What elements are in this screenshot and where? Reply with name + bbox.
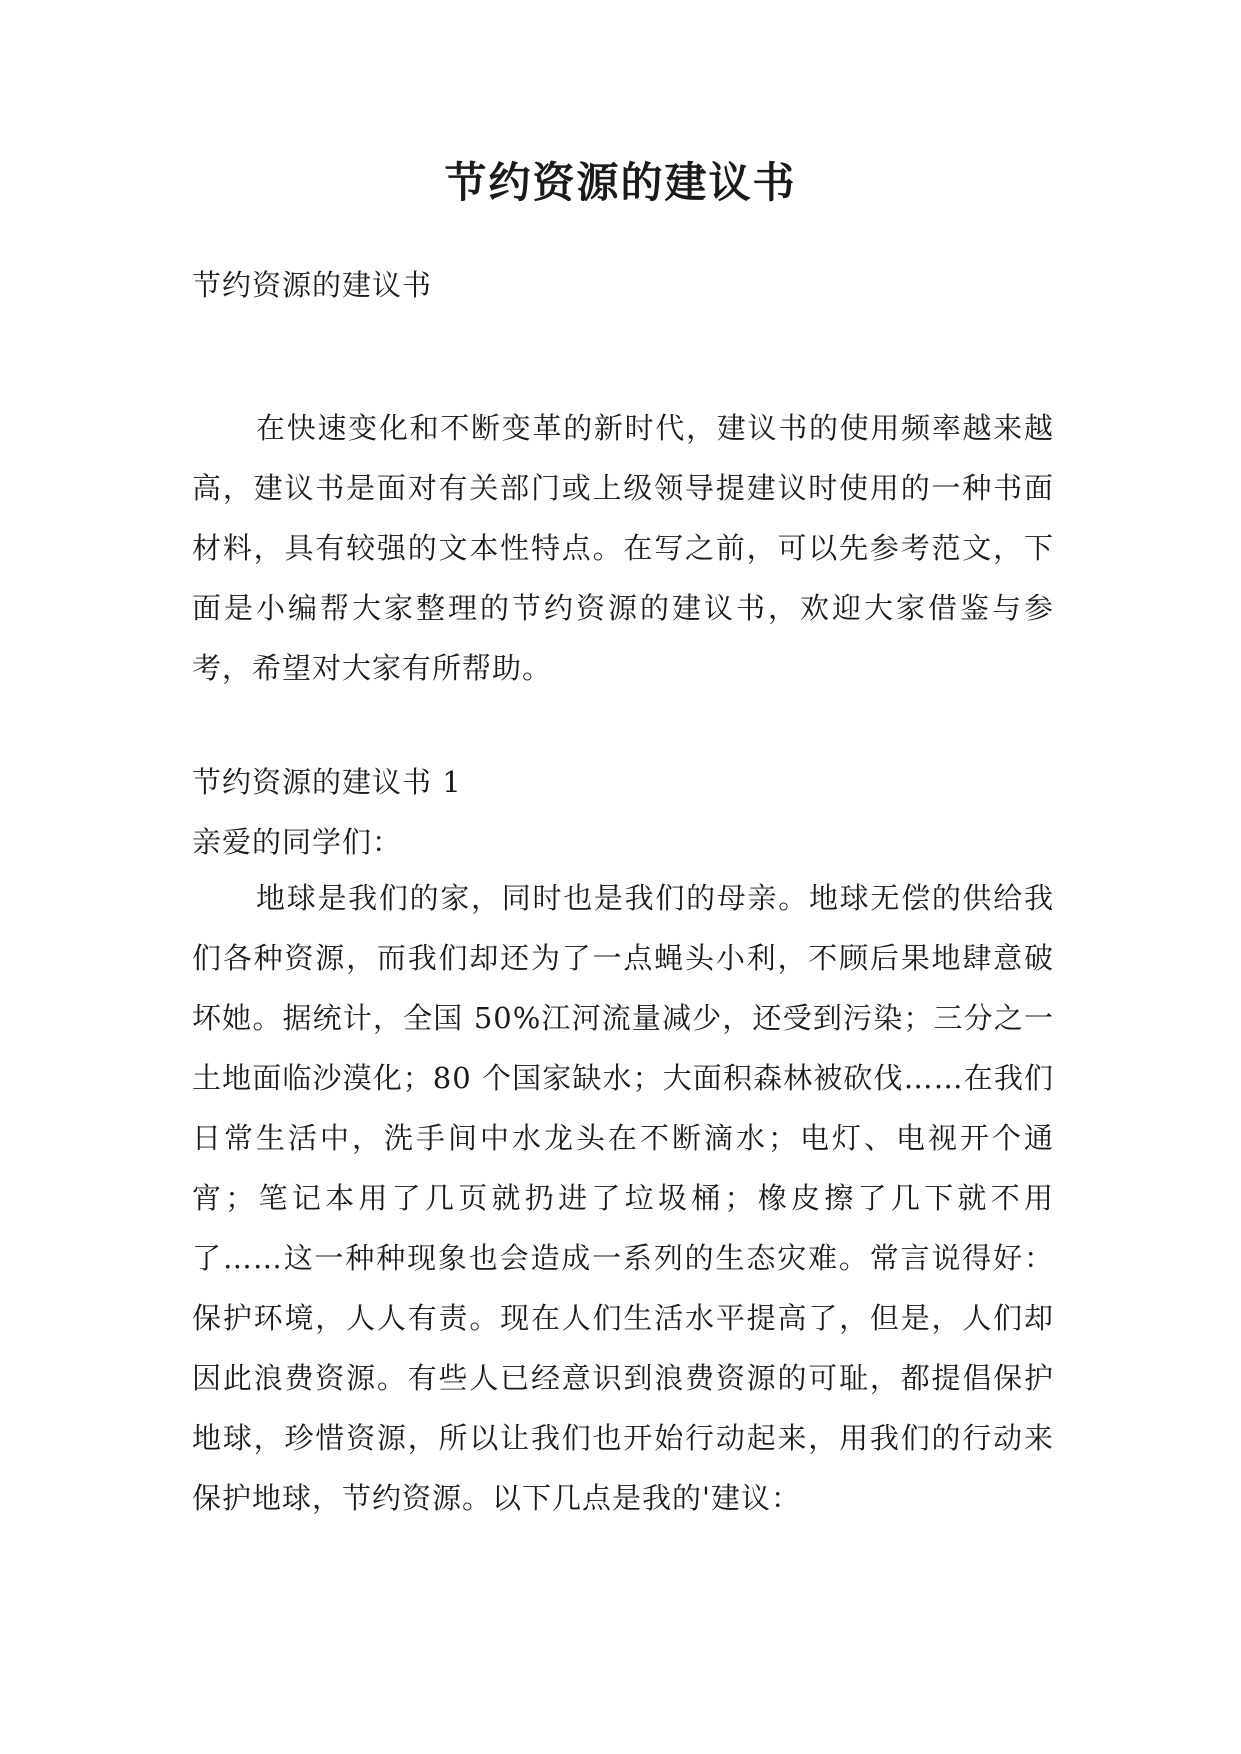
section-heading: 节约资源的建议书 1 <box>192 765 462 799</box>
document-subtitle: 节约资源的建议书 <box>192 268 433 302</box>
greeting-line: 亲爱的同学们： <box>192 825 403 859</box>
intro-paragraph: 在快速变化和不断变革的新时代，建议书的使用频率越来越高，建议书是面对有关部门或上级领导提建议时使用的一种书面材料，具有较强的文本性特点。在写之前，可以先参考范文，下面是小编帮大家整理的节约资源的建议书，欢迎大家借鉴与参考，希望对大家有所帮助。 <box>192 411 1054 685</box>
document-title: 节约资源的建议书 <box>444 158 797 207</box>
body-paragraph: 地球是我们的家，同时也是我们的母亲。地球无偿的供给我们各种资源，而我们却还为了一点蝇头小利，不顾后果地肆意破坏她。据统计，全国 50%江河流量减少，还受到污染；三分之一土地面临沙漠化；80 个国家缺水；大面积森林被砍伐……在我们日常生活中，洗手间中水龙头在不断滴水；电灯、电视开个通宵；笔记本用了几页就扔进了垃圾桶；橡皮擦了几下就不用了……这一种种现象也会造成一系列的生态灾难。常言说得好：保护环境，人人有责。现在人们生活水平提高了，但是，人们却因此浪费资源。有些人已经意识到浪费资源的可耻，都提倡保护地球，珍惜资源，所以让我们也开始行动起来，用我们的行动来保护地球，节约资源。以下几点是我的'建议： <box>192 881 1054 1515</box>
